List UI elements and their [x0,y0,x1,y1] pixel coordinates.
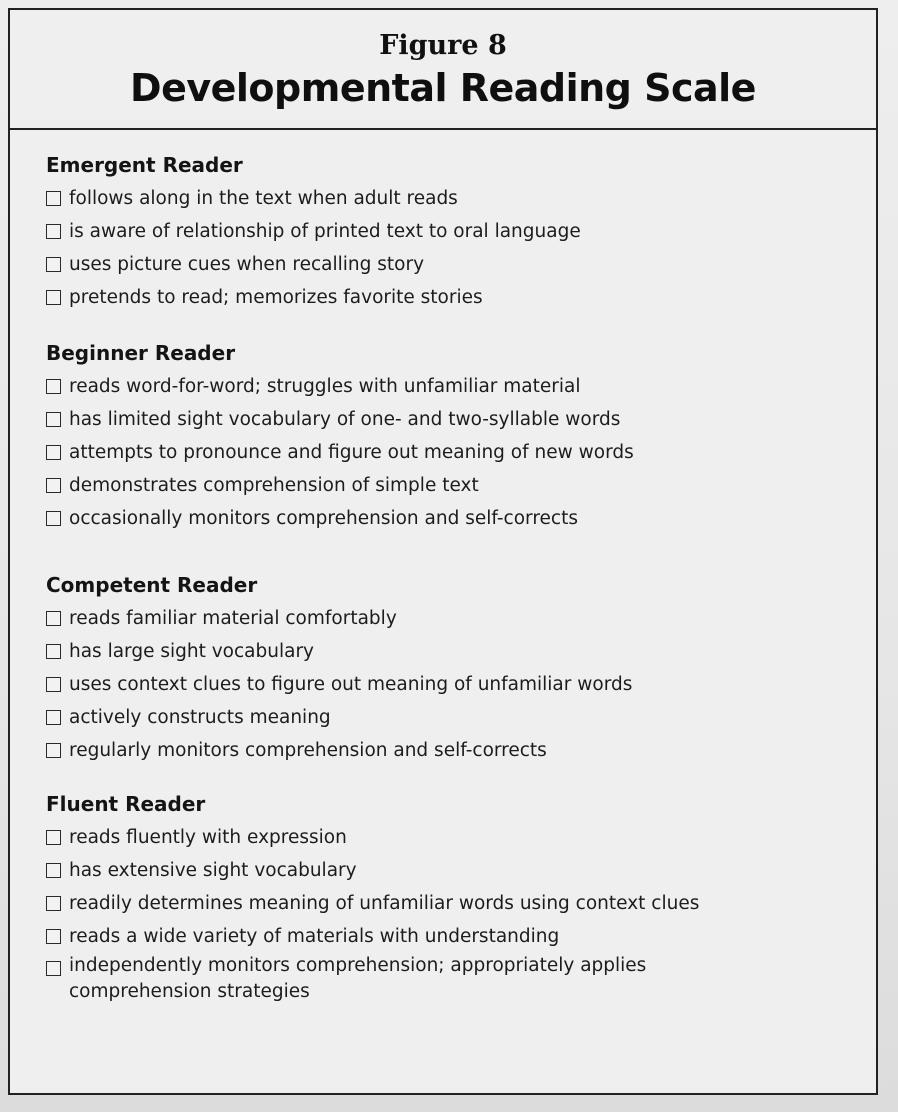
figure-box [8,8,878,1095]
checklist-item [46,281,866,314]
checklist-item [46,854,866,887]
section-heading: Competent Reader [46,573,258,597]
figure-number: Figure 8 [379,30,507,61]
checklist-item-text: has limited sight vocabulary of one- and two-syllable words [69,408,621,430]
checklist-item [46,248,866,281]
checklist-item-text: uses context clues to figure out meaning of unfamiliar words [69,673,633,695]
checklist-item [46,370,866,403]
checkbox[interactable] [46,611,61,626]
checkbox[interactable] [46,224,61,239]
checklist-item-text: uses picture cues when recalling story [69,253,425,275]
checklist-item [46,502,866,535]
checkbox[interactable] [46,929,61,944]
checklist-item [46,668,866,701]
checkbox[interactable] [46,511,61,526]
checklist-item [46,734,866,767]
reading-scale-checklist [46,148,866,1009]
checkbox[interactable] [46,257,61,272]
checkbox[interactable] [46,644,61,659]
checkbox[interactable] [46,191,61,206]
figure-title: Developmental Reading Scale [130,66,756,110]
checklist-item [46,215,866,248]
checklist-item-text: reads a wide variety of materials with understanding [69,925,560,947]
checklist-item-text: actively constructs meaning [69,706,331,728]
checklist-item [46,887,866,920]
checkbox[interactable] [46,478,61,493]
checklist-item-text: reads word-for-word; struggles with unfamiliar material [69,375,581,397]
checkbox[interactable] [46,412,61,427]
section-fluent-reader [46,787,866,1009]
checklist-item-text: reads familiar material comfortably [69,607,397,629]
checklist-item [46,436,866,469]
checklist-item-text: pretends to read; memorizes favorite stories [69,286,483,308]
checklist-item-text: independently monitors comprehension; appropriately applies comprehension strategies [69,955,647,1002]
section-heading: Beginner Reader [46,341,236,365]
checklist-item [46,821,866,854]
section-spacer [46,535,866,568]
section-heading: Fluent Reader [46,792,206,816]
checkbox[interactable] [46,290,61,305]
checklist-item-text: occasionally monitors comprehension and self-corrects [69,507,578,529]
checklist-item-text: has large sight vocabulary [69,640,314,662]
checklist-item-text: reads fluently with expression [69,826,347,848]
checklist-item-text: attempts to pronounce and figure out meaning of new words [69,441,634,463]
checkbox[interactable] [46,863,61,878]
checklist-item [46,920,866,953]
checklist-item-text: demonstrates comprehension of simple text [69,474,479,496]
checkbox[interactable] [46,445,61,460]
section-heading: Emergent Reader [46,153,243,177]
checkbox[interactable] [46,743,61,758]
figure-header [10,10,876,130]
checklist-item [46,953,866,1009]
section-competent-reader [46,568,866,767]
section-spacer [46,767,866,787]
checkbox[interactable] [46,677,61,692]
checkbox[interactable] [46,961,61,976]
checkbox[interactable] [46,710,61,725]
checklist-item-text: regularly monitors comprehension and self-corrects [69,739,547,761]
checkbox[interactable] [46,379,61,394]
checkbox[interactable] [46,896,61,911]
checklist-item-text: readily determines meaning of unfamiliar words using context clues [69,892,700,914]
checklist-item [46,701,866,734]
checklist-item-text: follows along in the text when adult reads [69,187,458,209]
checkbox[interactable] [46,830,61,845]
checklist-item-text: is aware of relationship of printed text to oral language [69,220,581,242]
checklist-item [46,602,866,635]
section-emergent-reader [46,148,866,314]
section-beginner-reader [46,336,866,535]
checklist-item [46,469,866,502]
checklist-item-text: has extensive sight vocabulary [69,859,357,881]
section-spacer [46,314,866,336]
checklist-item [46,182,866,215]
checklist-item [46,635,866,668]
checklist-item [46,403,866,436]
